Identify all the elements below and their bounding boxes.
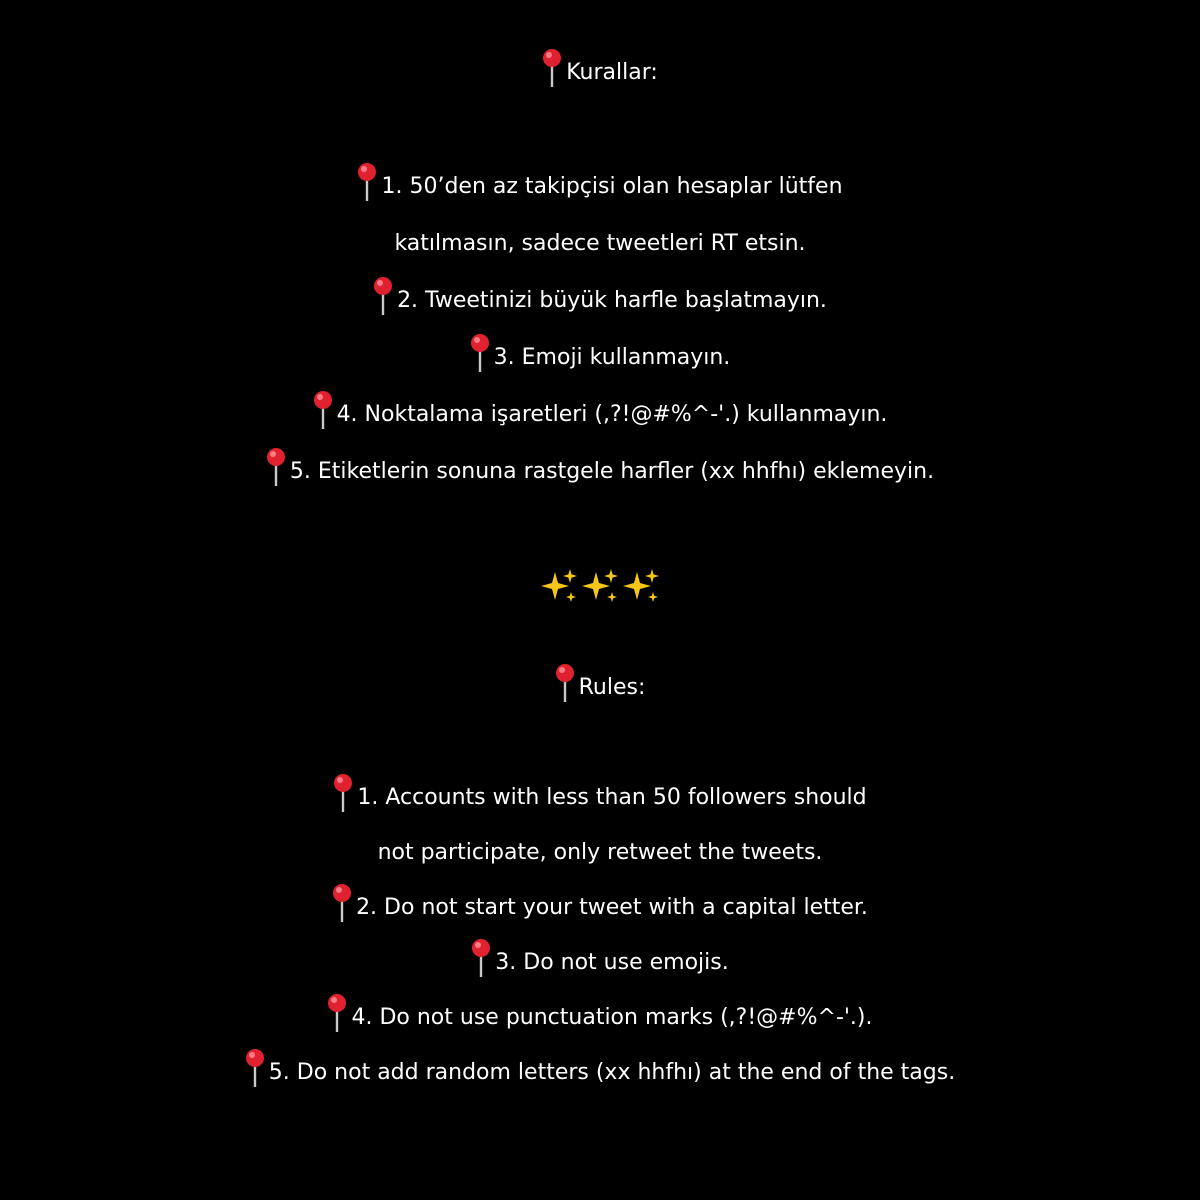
turkish-rule-3 <box>0 331 1200 385</box>
round-pushpin-icon <box>245 1048 265 1088</box>
sparkles-icon <box>580 566 620 606</box>
turkish-rule-1 <box>0 160 1200 214</box>
round-pushpin-icon <box>327 993 347 1033</box>
round-pushpin-icon <box>555 663 575 703</box>
english-rule-2-text: 2. Do not start your tweet with a capital letter. <box>356 895 868 920</box>
turkish-heading-line <box>0 46 1200 100</box>
english-rule-1-continued-text: not participate, only retweet the tweets. <box>377 840 823 865</box>
round-pushpin-icon <box>333 773 353 813</box>
english-rule-1 <box>0 771 1200 825</box>
turkish-rule-5 <box>0 445 1200 499</box>
turkish-rule-1-continued-text: katılmasın, sadece tweetleri RT etsin. <box>394 231 806 256</box>
round-pushpin-icon <box>542 48 562 88</box>
english-heading-line <box>0 661 1200 715</box>
sparkles-divider <box>0 566 1200 620</box>
sparkles-icon <box>539 566 579 606</box>
round-pushpin-icon <box>266 447 286 487</box>
sparkles-icon <box>621 566 661 606</box>
turkish-rule-5-text: 5. Etiketlerin sonuna rastgele harfler (xx hhfhı) eklemeyin. <box>289 459 935 484</box>
english-heading: Rules: <box>578 675 646 700</box>
round-pushpin-icon <box>470 333 490 373</box>
round-pushpin-icon <box>332 883 352 923</box>
turkish-rule-4 <box>0 388 1200 442</box>
round-pushpin-icon <box>471 938 491 978</box>
english-rule-5 <box>0 1046 1200 1100</box>
turkish-rule-1-text: 1. 50’den az takipçisi olan hesaplar lütfen <box>381 174 843 199</box>
round-pushpin-icon <box>373 276 393 316</box>
turkish-rule-2 <box>0 274 1200 328</box>
turkish-rule-1-continued <box>0 217 1200 271</box>
english-rule-3-text: 3. Do not use emojis. <box>495 950 729 975</box>
round-pushpin-icon <box>357 162 377 202</box>
english-rule-4 <box>0 991 1200 1045</box>
english-rule-3 <box>0 936 1200 990</box>
turkish-rule-2-text: 2. Tweetinizi büyük harfle başlatmayın. <box>397 288 827 313</box>
english-rule-5-text: 5. Do not add random letters (xx hhfhı) at the end of the tags. <box>268 1060 956 1085</box>
round-pushpin-icon <box>313 390 333 430</box>
turkish-heading: Kurallar: <box>566 60 658 85</box>
turkish-rule-4-text: 4. Noktalama işaretleri (,?!@#%^-'.) kullanmayın. <box>336 402 888 427</box>
english-rule-2 <box>0 881 1200 935</box>
english-rule-4-text: 4. Do not use punctuation marks (,?!@#%^-'.). <box>351 1005 873 1030</box>
english-rule-1-text: 1. Accounts with less than 50 followers should <box>357 785 867 810</box>
english-rule-1-continued <box>0 826 1200 880</box>
turkish-rule-3-text: 3. Emoji kullanmayın. <box>493 345 731 370</box>
